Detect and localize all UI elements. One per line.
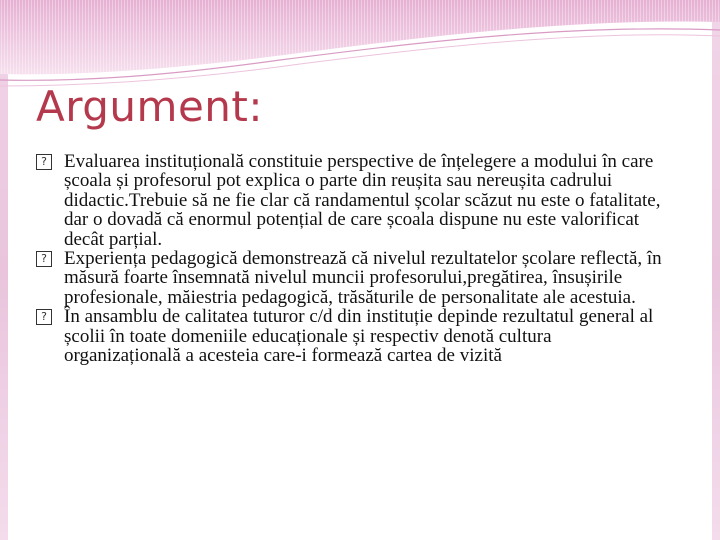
slide-title: Argument: (36, 82, 264, 131)
missing-glyph-box-icon: ? (36, 251, 52, 267)
header-decorative-band (0, 0, 720, 90)
bullet-item (36, 152, 670, 249)
bullet-text: În ansamblu de calitatea tuturor c/d din instituție depinde rezultatul general al școlii în toate domeniile educaționale și respectiv denotă cultura organizațională a acesteia care-i formează cartea de vizită (64, 306, 654, 367)
bullet-list (36, 152, 670, 365)
bullet-text: Evaluarea instituțională constituie perspective de înțelegere a modului în care școala și profesorul pot explica o parte din reușita sau nereușita cadrului didactic.Trebuie să ne fie clar că randamentul școlar scăzut nu este o fatalitate, dar o dovadă că enormul potențial de care școala dispune nu este valorificat decât parțial. (64, 151, 661, 250)
missing-glyph-box-icon: ? (36, 309, 52, 325)
bullet-item (36, 307, 670, 365)
bullet-text: Experiența pedagogică demonstrează că nivelul rezultatelor școlare reflectă, în măsură foarte însemnată nivelul muncii profesorului,pregătirea, însușirile profesionale, măiestria pedagogică, trăsăturile de personalitate ale acestuia. (64, 248, 662, 308)
missing-glyph-box-icon: ? (36, 154, 52, 170)
bullet-item (36, 249, 670, 307)
